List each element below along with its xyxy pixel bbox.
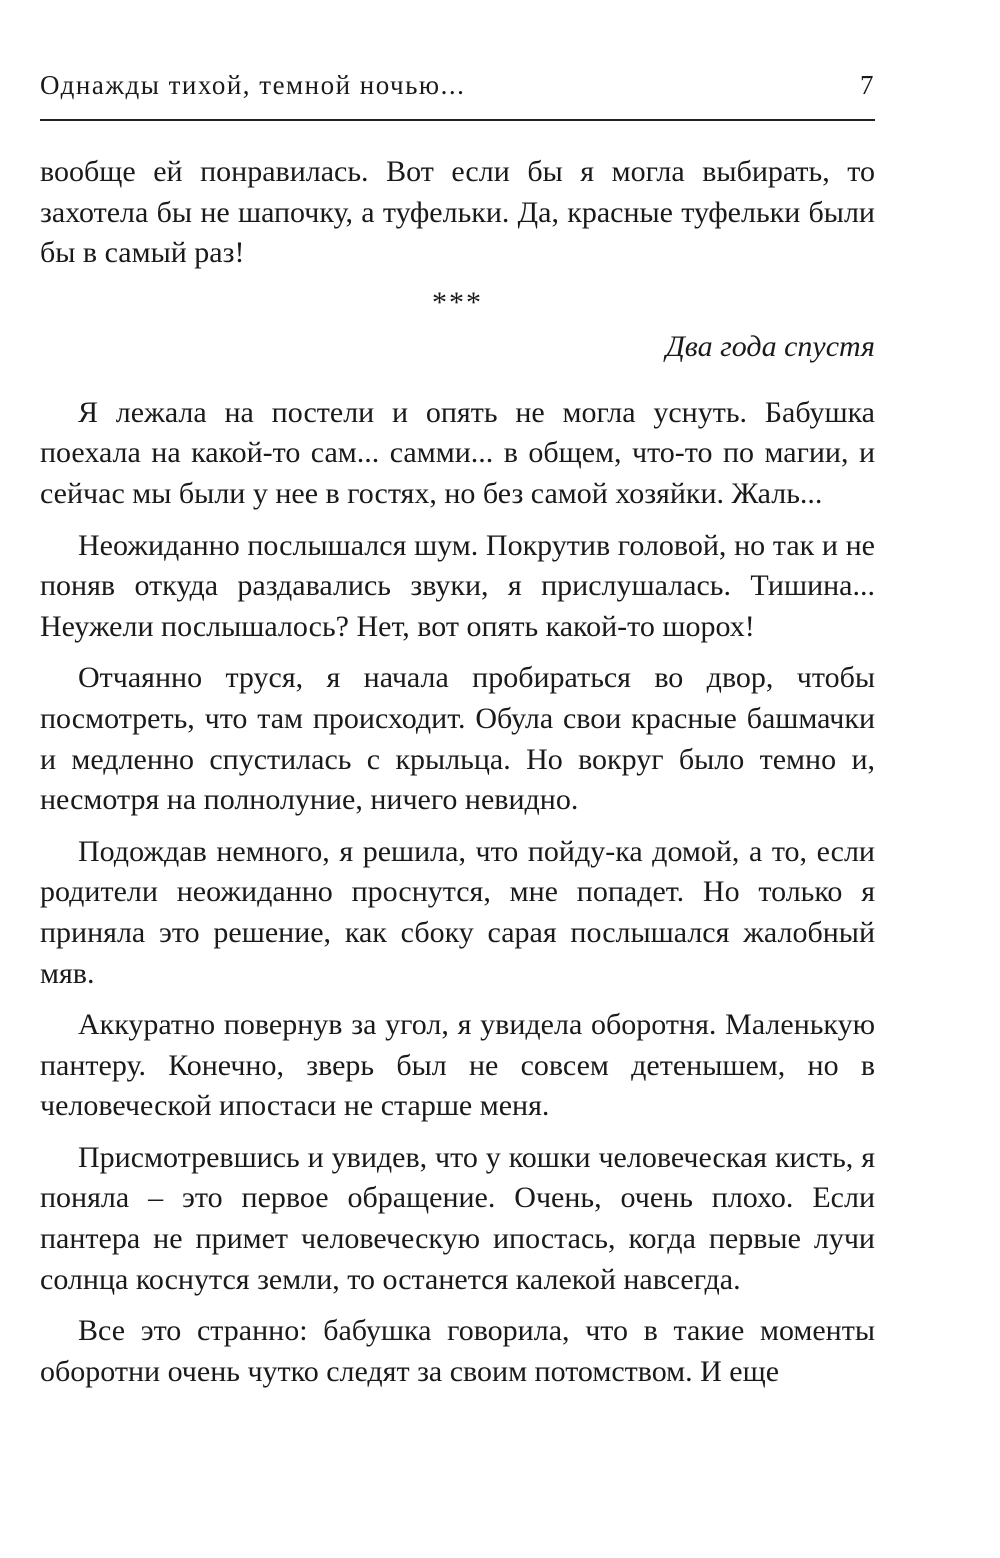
running-title: Однажды тихой, темной ночью... bbox=[40, 70, 466, 100]
paragraph: Присмотревшись и увидев, что у кошки человеческая кисть, я поняла – это первое обращение. Очень, очень плохо. Если пантера не примет человеческую ипостась, когда первые лучи солнца коснутся земли, то останется калекой навсегда. bbox=[40, 1140, 875, 1296]
running-head bbox=[40, 70, 875, 112]
section-dateline: Два года спустя bbox=[665, 329, 875, 363]
page-number: 7 bbox=[860, 70, 875, 100]
header-rule bbox=[40, 119, 875, 121]
paragraph: Аккуратно повернув за угол, я увидела оборотня. Маленькую пантеру. Конечно, зверь был не совсем детенышем, но в человеческой ипостаси не старше меня. bbox=[40, 1008, 875, 1123]
paragraph: Подождав немного, я решила, что пойду-ка домой, а то, если родители неожиданно проснутся, мне попадет. Но только я приняла это решение, как сбоку сарая послышался жалобный мяв. bbox=[40, 834, 875, 990]
page-body bbox=[40, 152, 875, 1392]
paragraph: Я лежала на постели и опять не могла уснуть. Бабушка поехала на какой-то сам... самми... в общем, что-то по магии, и сейчас мы были у нее в гостях, но без самой хозяйки. Жаль... bbox=[40, 395, 875, 510]
paragraph: Все это странно: бабушка говорила, что в такие моменты оборотни очень чутко следят за своим потомством. И еще bbox=[40, 1314, 875, 1388]
paragraph: Отчаянно труся, я начала пробираться во двор, чтобы посмотреть, что там происходит. Обула свои красные башмачки и медленно спустилась с крыльца. Но вокруг было темно и, несмотря на полнолуние, ничего невидно. bbox=[40, 661, 875, 817]
paragraph: Неожиданно послышался шум. Покрутив головой, но так и не поняв откуда раздавались звуки, я прислушалась. Тишина... Неужели послышалось? Нет, вот опять какой-то шорох! bbox=[40, 528, 875, 643]
paragraph: вообще ей понравилась. Вот если бы я могла выбирать, то захотела бы не шапочку, а туфельки. Да, красные туфельки были бы в самый раз! bbox=[40, 155, 875, 270]
section-separator: *** bbox=[432, 285, 483, 319]
